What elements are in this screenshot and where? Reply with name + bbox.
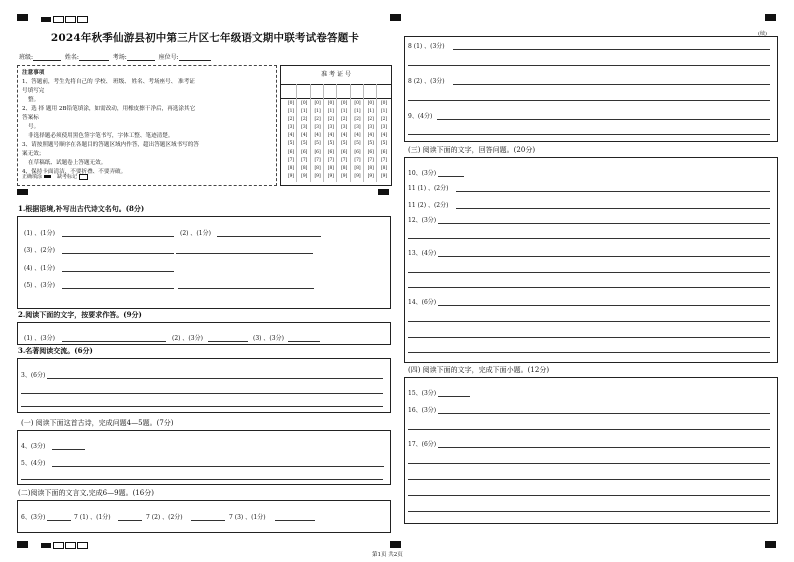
section-5-title: (二)阅读下面的文言文,完成6—9题。(16分) <box>18 489 154 497</box>
corner-marker-top-center <box>390 14 401 21</box>
admission-digit-bubble[interactable]: [9] <box>367 173 374 179</box>
corner-marker-top-left <box>17 14 28 21</box>
admission-digit-bubble[interactable]: [3] <box>341 125 348 131</box>
q9-answer-line[interactable] <box>437 119 770 120</box>
admission-column-divider <box>323 84 324 182</box>
admission-digit-column <box>378 100 390 181</box>
q13-label: 13、(4分) <box>408 250 437 257</box>
admission-digit-column <box>338 100 350 181</box>
q8-1-label: 8 (1) 、(3分) <box>408 43 445 50</box>
page-code-filled <box>41 17 51 22</box>
admission-digit-bubble[interactable]: [0] <box>367 101 374 106</box>
admission-digit-bubble[interactable]: [7] <box>380 157 388 163</box>
page-code-square <box>53 542 64 549</box>
continued-label: (续) <box>758 31 767 37</box>
name-field[interactable] <box>79 60 109 61</box>
q2-2-label: (2) 、(3分) <box>172 335 203 342</box>
section-2-title: 2.阅读下面的文字，按要求作答。(9分) <box>18 310 142 319</box>
q14-answer-line[interactable] <box>408 352 770 353</box>
admission-digit-bubble[interactable]: [7] <box>327 157 334 163</box>
admission-digit-bubble[interactable]: [8] <box>380 165 388 171</box>
q3-answer-line[interactable] <box>21 393 383 394</box>
admission-digit-bubble[interactable]: [6] <box>380 149 388 155</box>
q8-1-answer-line[interactable] <box>408 65 770 66</box>
admission-digit-bubble[interactable]: [0] <box>380 101 388 106</box>
q1-1-label: (1) 、(1分) <box>24 230 55 237</box>
admission-digit-bubble[interactable]: [7] <box>367 157 374 163</box>
admission-digit-bubble[interactable]: [3] <box>367 125 374 131</box>
q15-answer-line[interactable] <box>438 396 470 397</box>
admission-digit-bubble[interactable]: [9] <box>354 173 361 179</box>
q2-3-answer-line[interactable] <box>288 341 320 342</box>
q11-1-label: 11 (1) 、(2分) <box>408 185 449 192</box>
page-footer: 第1页 共2页 <box>372 552 403 558</box>
section-r3-answer-box[interactable] <box>404 157 778 363</box>
admission-column-divider <box>376 84 377 182</box>
q6-answer-line[interactable] <box>47 520 71 521</box>
q9-label: 9、(4分) <box>408 113 433 120</box>
q5-answer-line[interactable] <box>52 466 384 467</box>
admission-digit-bubble[interactable]: [2] <box>327 117 334 123</box>
corner-marker-bottom-right <box>765 541 776 548</box>
admission-digit-bubble[interactable]: [8] <box>354 165 361 171</box>
q17-answer-line[interactable] <box>438 447 770 448</box>
admission-digit-bubble[interactable]: [6] <box>287 149 295 155</box>
admission-digit-bubble[interactable]: [7] <box>287 157 295 163</box>
questions-8-9-answer-box[interactable] <box>404 36 778 142</box>
q17-answer-line[interactable] <box>408 463 770 464</box>
admission-digit-bubble[interactable]: [4] <box>301 133 308 139</box>
exam-field[interactable] <box>127 60 155 61</box>
admission-digit-bubble[interactable]: [0] <box>301 101 308 106</box>
admission-digit-bubble[interactable]: [3] <box>380 125 388 131</box>
admission-title: 准 考 证 号 <box>281 66 391 85</box>
class-field[interactable] <box>33 60 61 61</box>
section-1-title: 1.根据语境,补写出古代诗文名句。(8分) <box>18 204 145 213</box>
q1-4-label: (4) 、(1分) <box>24 265 55 272</box>
admission-column-divider <box>363 84 364 182</box>
admission-digit-bubble[interactable]: [5] <box>380 141 388 147</box>
q16-answer-line[interactable] <box>438 413 770 414</box>
q7-2-label: 7 (2) 、(2分) <box>146 514 183 521</box>
admission-digit-bubble[interactable]: [5] <box>301 141 308 147</box>
admission-digit-bubble[interactable]: [0] <box>354 101 361 106</box>
q1-4-answer-line[interactable] <box>62 271 174 272</box>
section-r4-title: (四) 阅读下面的文字，完成下面小题。(12分) <box>408 366 550 374</box>
fill-legend <box>22 173 88 182</box>
q8-2-answer-line[interactable] <box>408 100 770 101</box>
name-label: 姓名: <box>64 54 79 61</box>
q4-label: 4、(3分) <box>21 443 46 450</box>
admission-digit-bubble[interactable]: [1] <box>327 109 334 115</box>
side-marker-left <box>17 189 28 195</box>
q15-label: 15、(3分) <box>408 390 437 397</box>
section-r3-title: (三) 阅读下面的文字，回答问题。(20分) <box>408 146 536 154</box>
q2-2-answer-line[interactable] <box>208 341 248 342</box>
admission-digit-bubble[interactable]: [0] <box>314 101 321 106</box>
admission-digit-bubble[interactable]: [1] <box>380 109 388 115</box>
notice-line: 1、答题前，考生先将自己的 学校、 班级、 姓名、考场座号、 准考证号填写完 <box>22 79 195 94</box>
correct-fill-mark <box>44 175 51 178</box>
section-3-title: 3.名著阅读交流。(6分) <box>18 346 93 355</box>
page-code-square <box>65 542 76 549</box>
section-r4-answer-box[interactable] <box>404 377 778 524</box>
q14-answer-line[interactable] <box>408 321 770 322</box>
q11-1-answer-line[interactable] <box>456 191 770 192</box>
admission-digit-bubble[interactable]: [1] <box>367 109 374 115</box>
page-code-square <box>77 542 88 549</box>
admission-digit-bubble[interactable]: [1] <box>287 109 295 115</box>
q3-answer-line[interactable] <box>21 406 383 407</box>
q2-1-label: (1) 、(3分) <box>24 335 55 342</box>
admission-digit-bubble[interactable]: [3] <box>327 125 334 131</box>
admission-digit-bubble[interactable]: [9] <box>301 173 308 179</box>
admission-digit-bubble[interactable]: [7] <box>354 157 361 163</box>
admission-digit-bubble[interactable]: [4] <box>367 133 374 139</box>
notice-line: 3、请按照题号顺序在各题目的答题区域内作答，超出答题区域书写的答案无效； <box>22 142 199 157</box>
admission-digit-bubble[interactable]: [0] <box>327 101 334 106</box>
q9-answer-line[interactable] <box>408 134 770 135</box>
admission-digit-bubble[interactable]: [2] <box>287 117 295 123</box>
q14-label: 14、(6分) <box>408 299 437 306</box>
notice-box <box>17 65 277 186</box>
page-code-square <box>77 16 88 23</box>
admission-digit-bubble[interactable]: [2] <box>380 117 388 123</box>
notice-line: 号。 <box>28 124 40 130</box>
admission-digit-bubble[interactable]: [6] <box>314 149 321 155</box>
admission-digit-bubble[interactable]: [5] <box>287 141 295 147</box>
admission-digit-bubble[interactable]: [3] <box>354 125 361 131</box>
notice-line: 非选择题必须使用黑色签字笔书写，字体工整、笔迹清楚。 <box>28 133 174 139</box>
q1-2-label: (2) 、(1分) <box>180 230 211 237</box>
admission-digit-bubble[interactable]: [3] <box>314 125 321 131</box>
section-4-title: (一) 阅读下面这首古诗，完成问题4—5题。(7分) <box>21 419 174 427</box>
admission-digit-bubble[interactable]: [9] <box>314 173 321 179</box>
q12-label: 12、(3分) <box>408 217 437 224</box>
corner-marker-bottom-left <box>17 541 28 548</box>
section-4-answer-box[interactable] <box>17 430 391 485</box>
admission-digit-bubble[interactable]: [6] <box>341 149 348 155</box>
q17-answer-line[interactable] <box>408 495 770 496</box>
admission-digit-bubble[interactable]: [1] <box>314 109 321 115</box>
q8-2-answer-line[interactable] <box>453 84 770 85</box>
q7-3-answer-line[interactable] <box>275 520 315 521</box>
page-title: 2024年秋季仙游县初中第三片区七年级语文期中联考试卷答题卡 <box>50 32 360 44</box>
notice-line: 在草稿纸、试题卷上答题无效。 <box>28 160 107 166</box>
admission-digit-bubble[interactable]: [4] <box>341 133 348 139</box>
notice-line: 2、选 择 题用 2B铅笔填涂，如需改动，用橡皮擦干净后，再选涂其它答案标 <box>22 106 196 121</box>
admission-digit-bubble[interactable]: [2] <box>354 117 361 123</box>
q3-label: 3、(6分) <box>21 372 46 379</box>
page-code-square <box>65 16 76 23</box>
admission-digit-column <box>285 100 297 181</box>
q14-answer-line[interactable] <box>408 337 770 338</box>
admission-digit-column <box>312 100 324 181</box>
admission-column-divider <box>296 84 297 182</box>
q14-answer-line[interactable] <box>438 305 770 306</box>
admission-digit-bubble[interactable]: [8] <box>327 165 334 171</box>
admission-digit-column <box>352 100 364 181</box>
admission-digit-bubble[interactable]: [0] <box>341 101 348 106</box>
admission-digit-bubble[interactable]: [8] <box>314 165 321 171</box>
admission-digit-bubble[interactable]: [1] <box>301 109 308 115</box>
q5-answer-line[interactable] <box>21 479 383 480</box>
correct-fill-label: 正确填涂 <box>22 174 43 180</box>
page-code-square <box>53 16 64 23</box>
admission-digit-bubble[interactable]: [4] <box>314 133 321 139</box>
admission-digit-bubble[interactable]: [1] <box>341 109 348 115</box>
page-code-filled <box>41 543 51 548</box>
admission-digit-bubble[interactable]: [2] <box>341 117 348 123</box>
q12-answer-line[interactable] <box>408 238 770 239</box>
q13-answer-line[interactable] <box>408 272 770 273</box>
admission-digit-column <box>325 100 337 181</box>
admission-digit-bubble[interactable]: [3] <box>287 125 295 131</box>
q16-label: 16、(3分) <box>408 407 437 414</box>
admission-digit-bubble[interactable]: [2] <box>367 117 374 123</box>
corner-marker-bottom-center <box>390 541 401 548</box>
admission-digit-bubble[interactable]: [7] <box>301 157 308 163</box>
q1-1-answer-line[interactable] <box>62 236 174 237</box>
q1-3-answer-line-b[interactable] <box>176 253 313 254</box>
absent-mark-box[interactable] <box>79 174 88 180</box>
admission-digit-bubble[interactable]: [4] <box>354 133 361 139</box>
q1-5-label: (5) 、(3分) <box>24 282 55 289</box>
notice-line: 4、保持卡面清洁，不要折叠、不要弄破。 <box>22 169 127 175</box>
admission-digit-bubble[interactable]: [8] <box>341 165 348 171</box>
section-3-answer-box[interactable] <box>17 358 391 413</box>
admission-digit-bubble[interactable]: [3] <box>301 125 308 131</box>
q10-label: 10、(3分) <box>408 170 437 177</box>
corner-marker-top-right <box>765 14 776 21</box>
q8-2-label: 8 (2) 、(3分) <box>408 78 445 85</box>
q17-answer-line[interactable] <box>408 479 770 480</box>
admission-digit-bubble[interactable]: [2] <box>301 117 308 123</box>
q6-label: 6、(3分) <box>21 514 46 521</box>
admission-digit-bubble[interactable]: [5] <box>327 141 334 147</box>
side-marker-center <box>378 189 389 195</box>
q1-3-answer-line-a[interactable] <box>62 253 174 254</box>
admission-digit-bubble[interactable]: [9] <box>327 173 334 179</box>
admission-digit-bubble[interactable]: [4] <box>380 133 388 139</box>
seat-field[interactable] <box>179 60 211 61</box>
q7-3-label: 7 (3) 、(1分) <box>229 514 266 521</box>
info-row <box>19 52 211 61</box>
absent-mark-label: 缺考标记 <box>56 174 77 180</box>
admission-digit-bubble[interactable]: [8] <box>301 165 308 171</box>
admission-digit-bubble[interactable]: [2] <box>314 117 321 123</box>
admission-digit-bubble[interactable]: [6] <box>354 149 361 155</box>
q10-answer-line[interactable] <box>438 176 464 177</box>
q4-answer-line[interactable] <box>52 449 85 450</box>
q2-3-label: (3) 、(3分) <box>253 335 284 342</box>
class-label: 班级: <box>19 54 34 61</box>
admission-digit-bubble[interactable]: [6] <box>327 149 334 155</box>
admission-digit-bubble[interactable]: [7] <box>341 157 348 163</box>
admission-column-divider <box>310 84 311 182</box>
q2-1-answer-line[interactable] <box>62 341 166 342</box>
admission-digit-bubble[interactable]: [5] <box>341 141 348 147</box>
admission-column-divider <box>350 84 351 182</box>
q3-answer-line[interactable] <box>47 378 383 379</box>
admission-digit-bubble[interactable]: [8] <box>287 165 295 171</box>
q1-5-answer-line-b[interactable] <box>178 288 314 289</box>
q13-answer-line[interactable] <box>438 256 770 257</box>
admission-digit-bubble[interactable]: [1] <box>354 109 361 115</box>
admission-digit-bubble[interactable]: [6] <box>367 149 374 155</box>
notice-line: 整。 <box>28 97 40 103</box>
admission-digit-bubble[interactable]: [5] <box>367 141 374 147</box>
admission-digit-column <box>365 100 377 181</box>
seat-label: 座位号: <box>158 54 179 61</box>
admission-digit-bubble[interactable]: [5] <box>354 141 361 147</box>
q13-answer-line[interactable] <box>408 287 770 288</box>
admission-digit-bubble[interactable]: [0] <box>287 101 295 106</box>
q17-answer-line[interactable] <box>408 511 770 512</box>
q1-5-answer-line-a[interactable] <box>62 288 174 289</box>
admission-number-grid <box>280 65 392 186</box>
q11-2-answer-line[interactable] <box>456 208 770 209</box>
q17-label: 17、(6分) <box>408 441 437 448</box>
admission-digit-bubble[interactable]: [9] <box>341 173 348 179</box>
admission-digit-bubble[interactable]: [5] <box>314 141 321 147</box>
admission-digit-column <box>298 100 310 181</box>
q1-3-label: (3) 、(2分) <box>24 247 55 254</box>
q11-2-label: 11 (2) 、(2分) <box>408 202 449 209</box>
q1-2-answer-line[interactable] <box>217 236 321 237</box>
admission-digit-bubble[interactable]: [9] <box>287 173 295 179</box>
q7-1-answer-line[interactable] <box>118 520 142 521</box>
admission-digit-bubble[interactable]: [6] <box>301 149 308 155</box>
q5-label: 5、(4分) <box>21 460 46 467</box>
admission-digit-bubble[interactable]: [9] <box>380 173 388 179</box>
q7-2-answer-line[interactable] <box>191 520 225 521</box>
admission-digit-bubble[interactable]: [8] <box>367 165 374 171</box>
admission-digit-bubble[interactable]: [7] <box>314 157 321 163</box>
q12-answer-line[interactable] <box>438 223 770 224</box>
exam-label: 考场: <box>112 54 127 61</box>
q8-1-answer-line[interactable] <box>453 49 770 50</box>
q7-1-label: 7 (1) 、(1分) <box>74 514 111 521</box>
admission-digit-bubble[interactable]: [4] <box>287 133 295 139</box>
admission-column-divider <box>336 84 337 182</box>
admission-digit-columns <box>281 100 391 182</box>
q16-answer-line[interactable] <box>408 429 770 430</box>
notice-heading: 注意事项 <box>22 70 45 76</box>
admission-digit-bubble[interactable]: [4] <box>327 133 334 139</box>
